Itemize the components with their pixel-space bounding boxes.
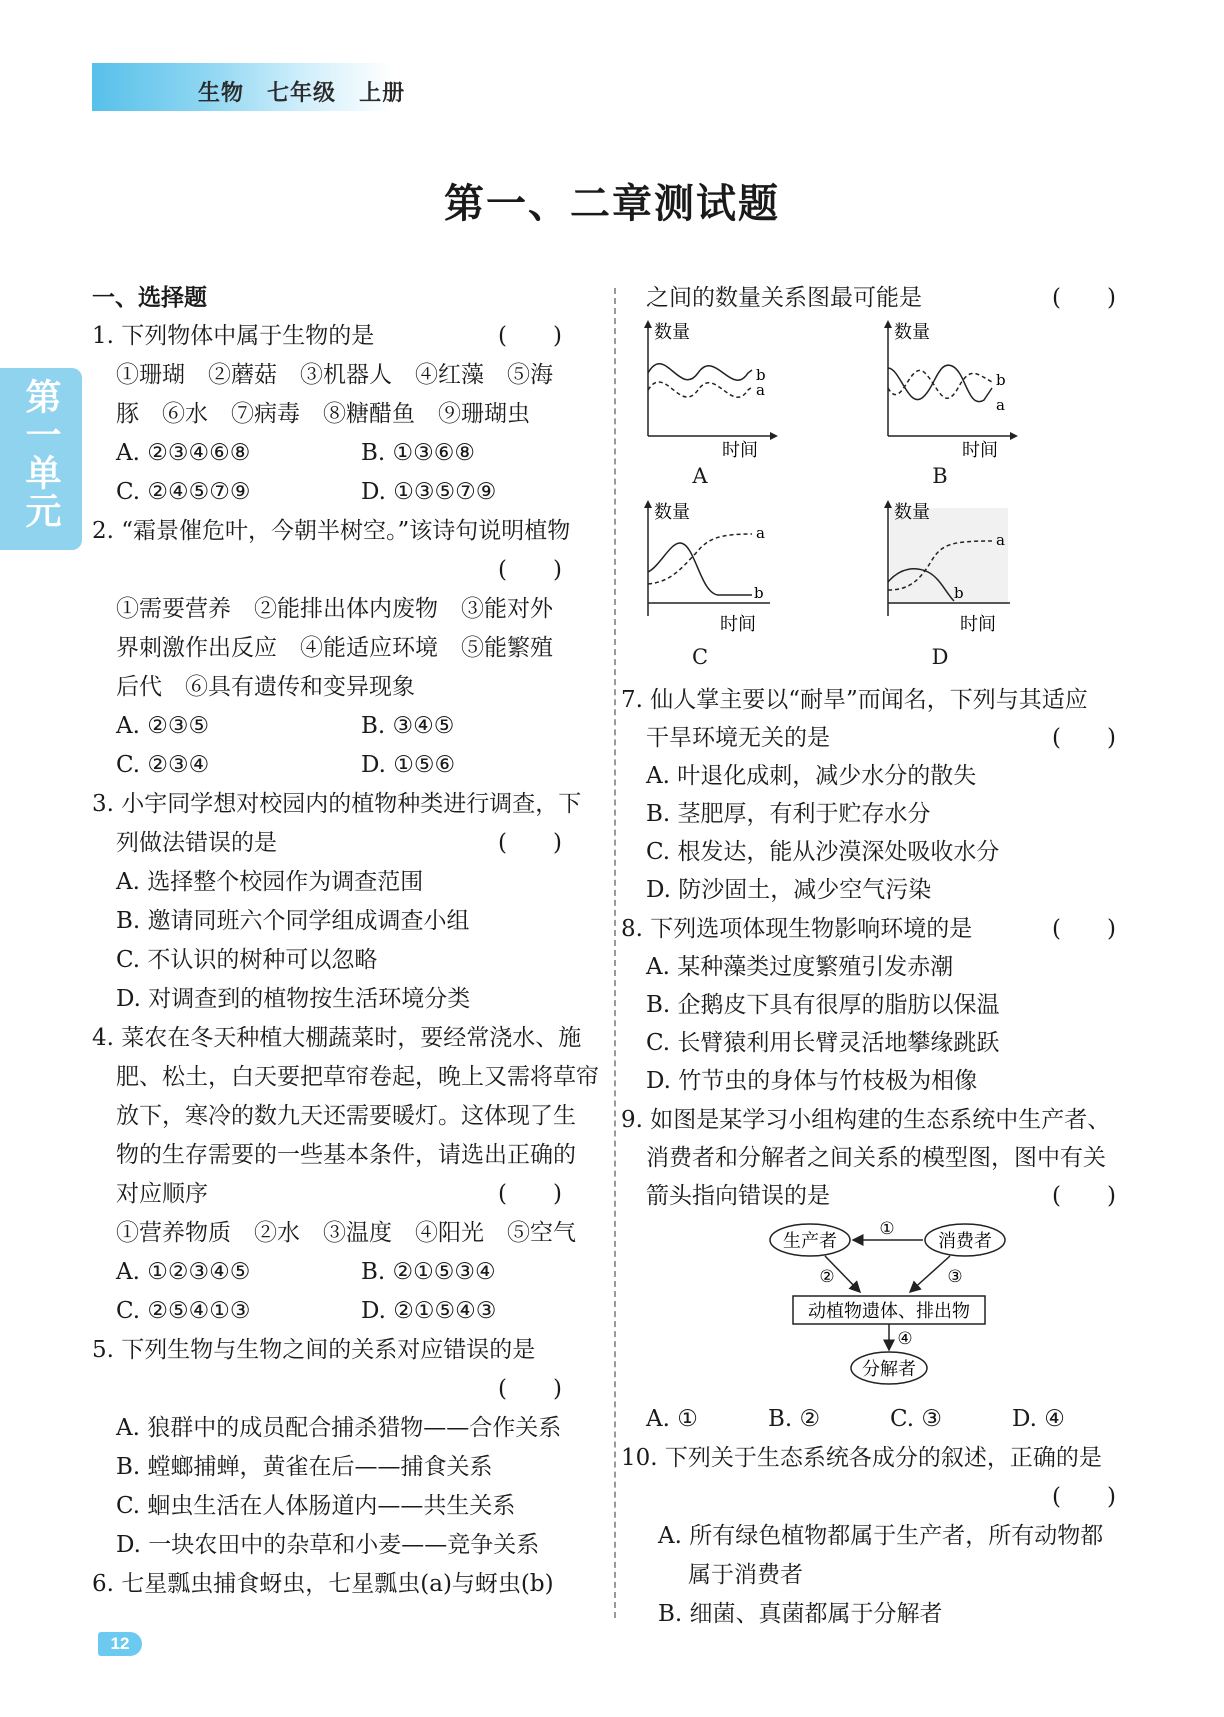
- option-b[interactable]: B. ①③⑥⑧: [361, 440, 476, 466]
- question-6-stem: 之间的数量关系图最可能是: [646, 285, 922, 311]
- question-3-stem: 3. 小宇同学想对校园内的植物种类进行调查，下: [92, 791, 582, 817]
- x-axis-arrow: [1010, 432, 1018, 440]
- answer-blank[interactable]: ( ): [1052, 1484, 1116, 1510]
- remains-label: 动植物遗体、排出物: [808, 1301, 970, 1322]
- question-9-stem: 箭头指向错误的是: [646, 1183, 830, 1209]
- question-6-stem: 6. 七星瓢虫捕食蚜虫，七星瓢虫(a)与蚜虫(b): [92, 1571, 554, 1597]
- series-a-line: [648, 382, 752, 397]
- question-9-stem: 9. 如图是某学习小组构建的生态系统中生产者、: [621, 1107, 1111, 1133]
- arrow-3-label: ③: [947, 1267, 963, 1287]
- series-b-label: b: [756, 366, 766, 384]
- option-a[interactable]: A. ①: [646, 1406, 698, 1432]
- option-c[interactable]: C. 长臂猿利用长臂灵活地攀缘跳跃: [646, 1030, 1000, 1056]
- question-1-stem: 1. 下列物体中属于生物的是: [92, 323, 375, 349]
- question-4-items: ①营养物质 ②水 ③温度 ④阳光 ⑤空气: [116, 1220, 576, 1246]
- question-1-items: ①珊瑚 ②蘑菇 ③机器人 ④红藻 ⑤海: [116, 362, 553, 388]
- column-divider: [614, 288, 616, 1618]
- option-b[interactable]: B. 茎肥厚，有利于贮存水分: [646, 801, 931, 827]
- chart-a: [640, 318, 790, 458]
- option-d[interactable]: D. 对调查到的植物按生活环境分类: [116, 986, 471, 1012]
- series-b-line: [648, 364, 752, 380]
- question-2-items: ①需要营养 ②能排出体内废物 ③能对外: [116, 596, 553, 622]
- question-4-stem: 肥、松土，白天要把草帘卷起，晚上又需将草帘: [116, 1064, 599, 1090]
- question-3-stem: 列做法错误的是: [116, 830, 277, 856]
- question-5-stem: 5. 下列生物与生物之间的关系对应错误的是: [92, 1337, 536, 1363]
- question-9-stem: 消费者和分解者之间关系的模型图，图中有关: [646, 1145, 1106, 1171]
- series-b-label: b: [954, 584, 964, 602]
- answer-blank[interactable]: ( ): [498, 1181, 562, 1207]
- x-axis-arrow: [770, 432, 778, 440]
- option-a[interactable]: A. 狼群中的成员配合捕杀猎物——合作关系: [116, 1415, 562, 1441]
- answer-blank[interactable]: ( ): [498, 557, 562, 583]
- chart-d-option[interactable]: D: [931, 645, 949, 669]
- unit-side-tab: [0, 368, 82, 550]
- chart-c-option[interactable]: C: [691, 645, 709, 669]
- chart-a-option[interactable]: A: [692, 464, 708, 488]
- question-4-stem: 物的生存需要的一些基本条件，请选出正确的: [116, 1142, 576, 1168]
- option-c[interactable]: C. 不认识的树种可以忽略: [116, 947, 378, 973]
- arrow-1-label: ①: [879, 1220, 895, 1239]
- answer-blank[interactable]: ( ): [498, 1376, 562, 1402]
- x-axis-label: 时间: [720, 614, 756, 635]
- arrow-2-label: ②: [819, 1267, 835, 1287]
- option-a[interactable]: A. 叶退化成刺，减少水分的散失: [646, 763, 977, 789]
- option-b[interactable]: B. 邀请同班六个同学组成调查小组: [116, 908, 470, 934]
- option-a[interactable]: A. 所有绿色植物都属于生产者，所有动物都: [658, 1523, 1104, 1549]
- x-axis-label: 时间: [722, 440, 758, 458]
- option-a[interactable]: A. ①②③④⑤: [116, 1259, 251, 1285]
- option-d[interactable]: D. 竹节虫的身体与竹枝极为相像: [646, 1068, 978, 1094]
- decomposer-label: 分解者: [862, 1359, 916, 1380]
- option-d[interactable]: D. ④: [1012, 1406, 1065, 1432]
- option-d[interactable]: D. 一块农田中的杂草和小麦——竞争关系: [116, 1532, 540, 1558]
- question-2-items: 界刺激作出反应 ④能适应环境 ⑤能繁殖: [116, 635, 553, 661]
- option-b[interactable]: B. ③④⑤: [361, 713, 455, 739]
- section-heading: 一、选择题: [92, 284, 207, 311]
- option-b[interactable]: B. 细菌、真菌都属于分解者: [658, 1601, 943, 1627]
- x-axis-label: 时间: [962, 440, 998, 458]
- chart-b: [880, 318, 1030, 458]
- option-c[interactable]: C. ②⑤④①③: [116, 1298, 251, 1324]
- page-title: 第一、二章测试题: [444, 180, 780, 227]
- option-d[interactable]: D. 防沙固土，减少空气污染: [646, 877, 932, 903]
- y-axis-label: 数量: [654, 322, 690, 343]
- question-7-stem: 干旱环境无关的是: [646, 725, 830, 751]
- series-b-line: [888, 365, 992, 402]
- option-d[interactable]: D. ①⑤⑥: [361, 752, 456, 778]
- option-a[interactable]: A. 选择整个校园作为调查范围: [116, 869, 424, 895]
- option-c[interactable]: C. ③: [890, 1406, 943, 1432]
- answer-blank[interactable]: ( ): [1052, 725, 1116, 751]
- option-b[interactable]: B. ②: [768, 1406, 821, 1432]
- question-8-stem: 8. 下列选项体现生物影响环境的是: [621, 916, 973, 942]
- question-4-stem: 4. 菜农在冬天种植大棚蔬菜时，要经常浇水、施: [92, 1025, 582, 1051]
- question-10-stem: 10. 下列关于生态系统各成分的叙述，正确的是: [621, 1445, 1102, 1471]
- x-axis-label: 时间: [960, 614, 996, 635]
- header-subject: 生物 七年级 上册: [198, 80, 406, 106]
- consumer-label: 消费者: [938, 1231, 992, 1252]
- option-a-cont[interactable]: 属于消费者: [688, 1562, 803, 1588]
- option-b[interactable]: B. 螳螂捕蝉，黄雀在后——捕食关系: [116, 1454, 493, 1480]
- question-4-stem: 对应顺序: [116, 1181, 208, 1207]
- option-b[interactable]: B. ②①⑤③④: [361, 1259, 496, 1285]
- producer-label: 生产者: [783, 1231, 837, 1252]
- y-axis-label: 数量: [894, 502, 930, 523]
- answer-blank[interactable]: ( ): [498, 830, 562, 856]
- series-a-line: [648, 534, 752, 584]
- page-number: 12: [98, 1632, 142, 1656]
- y-axis-arrow: [644, 500, 652, 508]
- option-c[interactable]: C. 根发达，能从沙漠深处吸收水分: [646, 839, 1000, 865]
- arrow-3: [910, 1256, 950, 1292]
- y-axis-arrow: [884, 320, 892, 328]
- answer-blank[interactable]: ( ): [1052, 916, 1116, 942]
- question-4-stem: 放下，寒冷的数九天还需要暖灯。这体现了生: [116, 1103, 576, 1129]
- series-b-label: b: [996, 371, 1006, 389]
- y-axis-label: 数量: [894, 322, 930, 343]
- unit-side-tab-label: 第一单元: [20, 378, 62, 530]
- y-axis-arrow: [884, 500, 892, 508]
- option-a[interactable]: A. ②③⑤: [116, 713, 210, 739]
- chart-d: [880, 498, 1030, 638]
- option-c[interactable]: C. 蛔虫生活在人体肠道内——共生关系: [116, 1493, 516, 1519]
- series-a-label: a: [756, 524, 765, 542]
- option-c[interactable]: C. ②③④: [116, 752, 210, 778]
- y-axis-label: 数量: [654, 502, 690, 523]
- question-2-items: 后代 ⑥具有遗传和变异现象: [116, 674, 415, 700]
- answer-blank[interactable]: ( ): [1052, 285, 1116, 311]
- series-b-label: b: [754, 584, 764, 602]
- option-a[interactable]: A. 某种藻类过度繁殖引发赤潮: [646, 954, 954, 980]
- series-a-label: a: [996, 396, 1005, 414]
- arrow-4-label: ④: [897, 1329, 913, 1349]
- question-1-items: 豚 ⑥水 ⑦病毒 ⑧糖醋鱼 ⑨珊瑚虫: [116, 401, 530, 427]
- question-2-stem: 2. “霜景催危叶，今朝半树空。”该诗句说明植物: [92, 518, 571, 544]
- option-b[interactable]: B. 企鹅皮下具有很厚的脂肪以保温: [646, 992, 1000, 1018]
- ecosystem-diagram: [765, 1220, 1015, 1395]
- question-7-stem: 7. 仙人掌主要以“耐旱”而闻名，下列与其适应: [621, 687, 1088, 713]
- chart-c: [640, 498, 790, 638]
- series-b-line: [648, 543, 752, 595]
- answer-blank[interactable]: ( ): [1052, 1183, 1116, 1209]
- option-d[interactable]: D. ①③⑤⑦⑨: [361, 479, 497, 505]
- series-a-label: a: [996, 531, 1005, 549]
- y-axis-arrow: [644, 320, 652, 328]
- option-a[interactable]: A. ②③④⑥⑧: [116, 440, 251, 466]
- series-a-label: a: [756, 381, 765, 399]
- answer-blank[interactable]: ( ): [498, 323, 562, 349]
- option-d[interactable]: D. ②①⑤④③: [361, 1298, 497, 1324]
- chart-b-option[interactable]: B: [932, 464, 948, 488]
- option-c[interactable]: C. ②④⑤⑦⑨: [116, 479, 251, 505]
